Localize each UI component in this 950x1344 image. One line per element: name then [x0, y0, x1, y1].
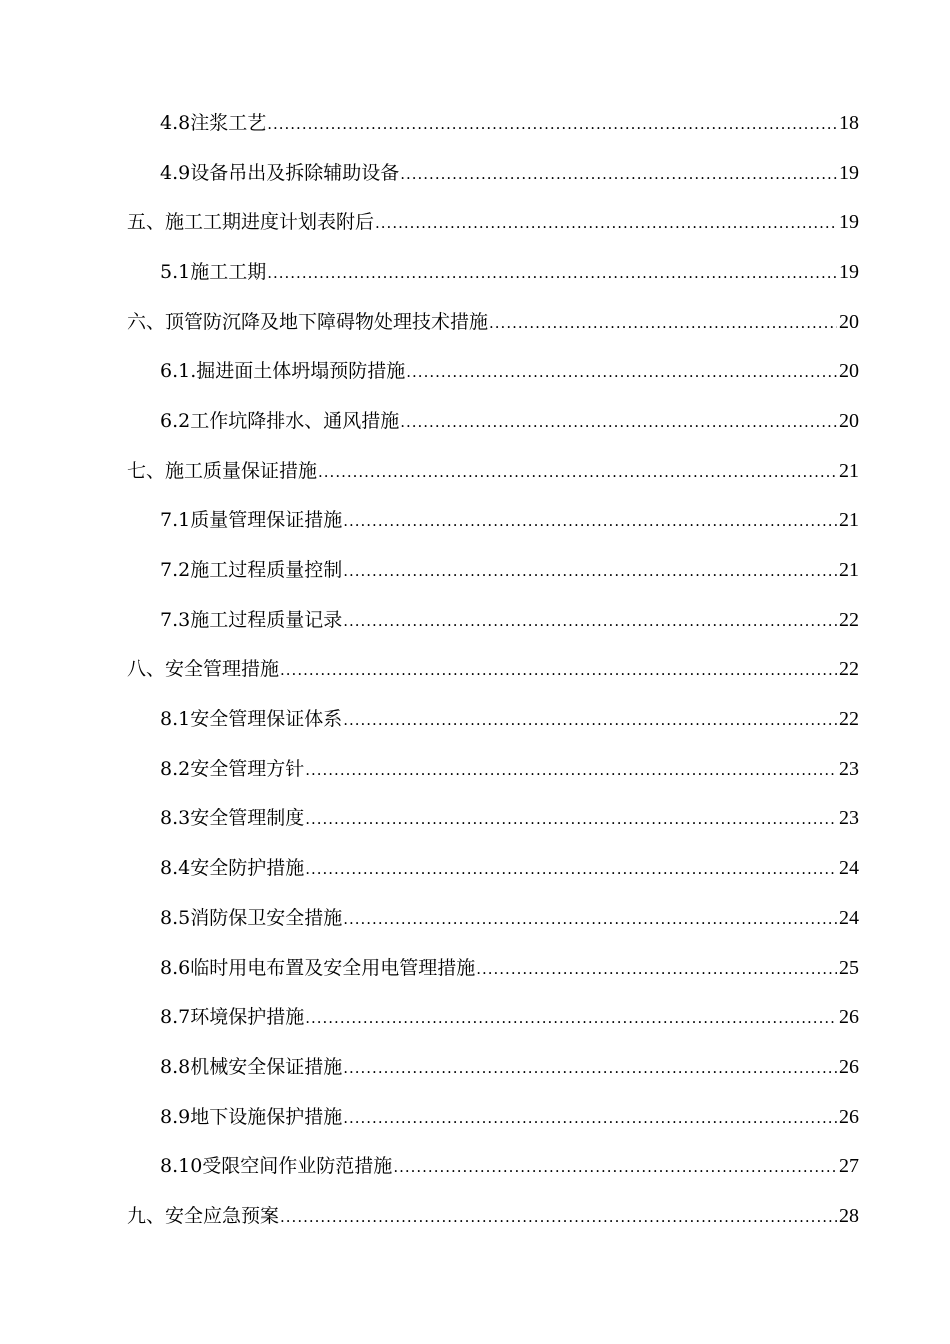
toc-page-number: 19 [839, 260, 859, 283]
toc-entry-title: 4.8注浆工艺 [160, 111, 267, 134]
toc-entry[interactable] [0, 893, 950, 943]
toc-dot-leader [342, 564, 837, 579]
toc-entry[interactable] [0, 496, 950, 546]
toc-entry-title: 8.6临时用电布置及安全用电管理措施 [160, 956, 476, 979]
toc-page-number: 22 [839, 708, 859, 731]
toc-entry-title: 7.3施工过程质量记录 [160, 608, 343, 631]
toc-entry-title: 8.9地下设施保护措施 [160, 1105, 343, 1128]
toc-page-number: 20 [839, 409, 859, 432]
toc-entry[interactable] [0, 794, 950, 844]
toc-entry-title: 8.1安全管理保证体系 [160, 708, 343, 731]
toc-entry[interactable] [0, 595, 950, 645]
toc-dot-leader [399, 167, 837, 182]
toc-dot-leader [342, 713, 837, 728]
toc-dot-leader [488, 316, 837, 331]
toc-page-number: 19 [839, 161, 859, 184]
toc-dot-leader [392, 1160, 837, 1175]
toc-entry[interactable] [0, 1092, 950, 1142]
toc-dot-leader [317, 465, 837, 480]
toc-page-number: 20 [839, 310, 859, 333]
toc-entry[interactable] [0, 396, 950, 446]
toc-entry-title: 8.7环境保护措施 [160, 1006, 305, 1029]
toc-entry-title: 8.5消防保卫安全措施 [160, 906, 343, 929]
toc-page-number: 23 [839, 807, 859, 830]
toc-entry[interactable] [0, 694, 950, 744]
toc-dot-leader [266, 266, 837, 281]
toc-entry[interactable] [0, 843, 950, 893]
toc-entry[interactable] [0, 297, 950, 347]
toc-page-number: 26 [839, 1006, 859, 1029]
toc-entry[interactable] [0, 148, 950, 198]
toc-page-number: 20 [839, 360, 859, 383]
toc-entry[interactable] [0, 1042, 950, 1092]
toc-page-number: 21 [839, 459, 859, 482]
toc-entry-title: 8.8机械安全保证措施 [160, 1055, 343, 1078]
toc-dot-leader [304, 1011, 837, 1026]
toc-entry-title: 七、施工质量保证措施 [127, 459, 318, 482]
toc-entry-title: 八、安全管理措施 [127, 658, 280, 681]
toc-entry-title: 6.2工作坑降排水、通风措施 [160, 409, 400, 432]
toc-entry[interactable] [0, 247, 950, 297]
toc-dot-leader [304, 812, 837, 827]
toc-page-number: 18 [839, 111, 859, 134]
toc-dot-leader [374, 216, 837, 231]
toc-page-number: 21 [839, 509, 859, 532]
toc-page-number: 26 [839, 1055, 859, 1078]
toc-page-number: 25 [839, 956, 859, 979]
toc-entry[interactable] [0, 1191, 950, 1241]
toc-entry[interactable] [0, 992, 950, 1042]
toc-page-number: 24 [839, 906, 859, 929]
toc-dot-leader [342, 912, 837, 927]
toc-entry[interactable] [0, 446, 950, 496]
toc-entry-title: 7.2施工过程质量控制 [160, 559, 343, 582]
toc-dot-leader [399, 415, 837, 430]
toc-page-number: 23 [839, 757, 859, 780]
toc-page-number: 22 [839, 658, 859, 681]
toc-entry-title: 五、施工工期进度计划表附后 [127, 211, 375, 234]
toc-dot-leader [342, 514, 837, 529]
toc-entry-title: 6.1.掘进面土体坍塌预防措施 [160, 360, 406, 383]
toc-dot-leader [342, 1111, 837, 1126]
toc-entry[interactable] [0, 545, 950, 595]
toc-entry-title: 8.3安全管理制度 [160, 807, 305, 830]
toc-dot-leader [279, 1210, 837, 1225]
toc-page-number: 26 [839, 1105, 859, 1128]
table-of-contents [0, 98, 950, 1241]
toc-page-number: 28 [839, 1204, 859, 1227]
toc-entry-title: 7.1质量管理保证措施 [160, 509, 343, 532]
toc-entry-title: 8.4安全防护措施 [160, 857, 305, 880]
toc-page-number: 21 [839, 559, 859, 582]
toc-entry[interactable] [0, 744, 950, 794]
toc-entry[interactable] [0, 943, 950, 993]
toc-entry[interactable] [0, 1141, 950, 1191]
toc-page-number: 24 [839, 857, 859, 880]
toc-entry[interactable] [0, 98, 950, 148]
toc-dot-leader [342, 614, 837, 629]
toc-entry[interactable] [0, 346, 950, 396]
toc-entry-title: 六、顶管防沉降及地下障碍物处理技术措施 [127, 310, 489, 333]
toc-dot-leader [405, 365, 837, 380]
toc-entry[interactable] [0, 197, 950, 247]
toc-dot-leader [304, 862, 837, 877]
toc-page-number: 19 [839, 211, 859, 234]
toc-dot-leader [342, 1061, 837, 1076]
toc-entry-title: 8.10受限空间作业防范措施 [160, 1155, 393, 1178]
toc-dot-leader [304, 763, 837, 778]
toc-page-number: 22 [839, 608, 859, 631]
toc-page-number: 27 [839, 1155, 859, 1178]
toc-entry-title: 5.1施工工期 [160, 260, 267, 283]
toc-entry[interactable] [0, 645, 950, 695]
toc-dot-leader [279, 663, 837, 678]
toc-entry-title: 九、安全应急预案 [127, 1204, 280, 1227]
toc-dot-leader [475, 962, 837, 977]
toc-entry-title: 4.9设备吊出及拆除辅助设备 [160, 161, 400, 184]
toc-entry-title: 8.2安全管理方针 [160, 757, 305, 780]
toc-dot-leader [266, 117, 837, 132]
